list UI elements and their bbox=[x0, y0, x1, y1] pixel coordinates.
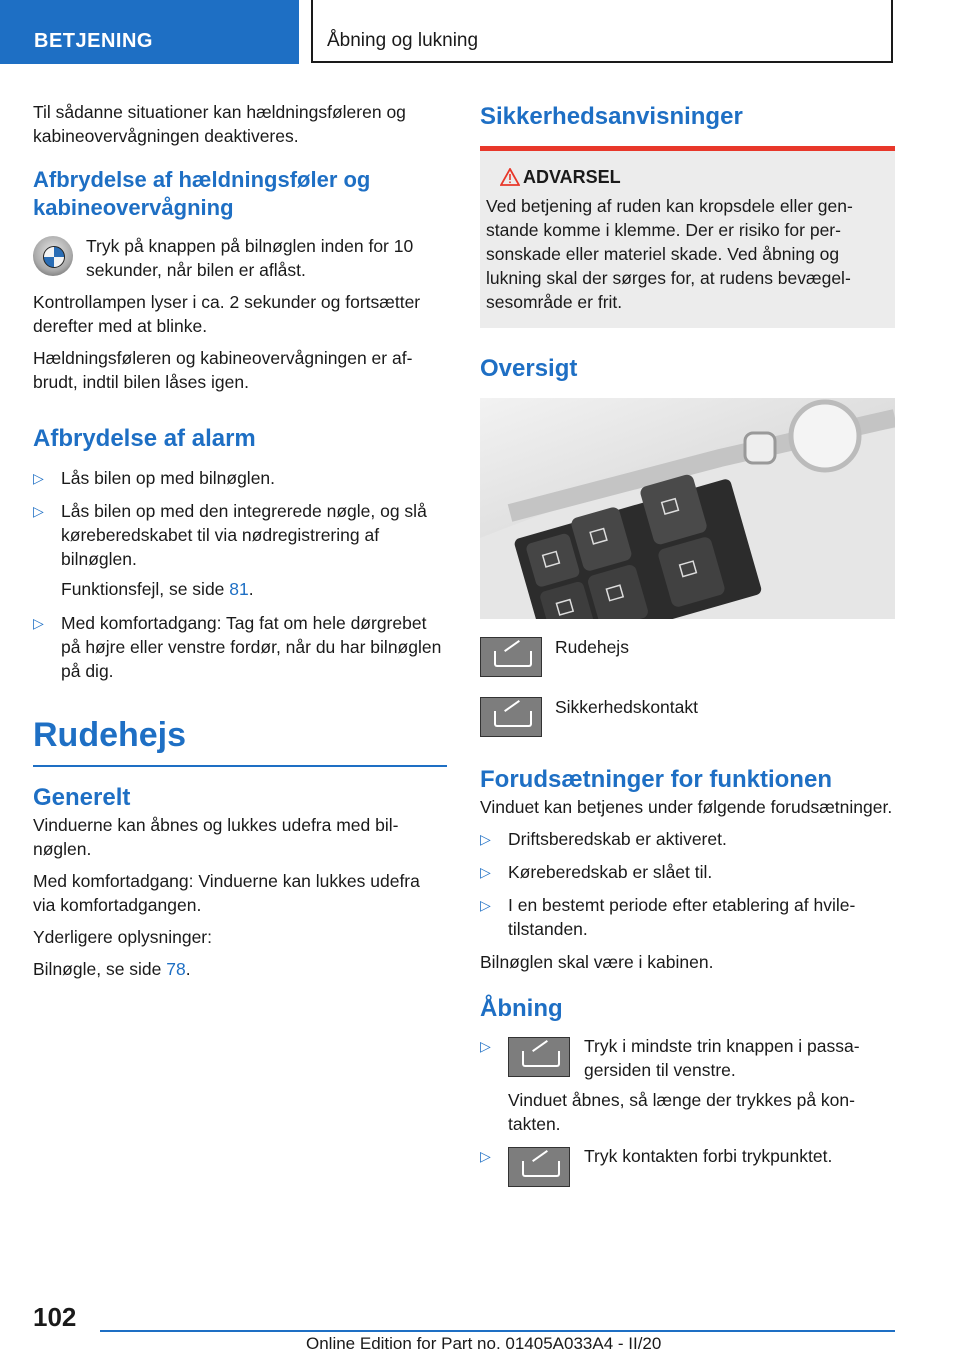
bmw-key-icon bbox=[33, 236, 73, 276]
legend-rudehejs bbox=[480, 637, 895, 695]
heading-prerequisites: Forudsætninger for funktionen bbox=[480, 766, 832, 793]
footer-edition: Online Edition for Part no. 01405A033A4 - II/20 bbox=[306, 1334, 662, 1353]
warning-box bbox=[480, 151, 895, 328]
heading-opening: Åbning bbox=[480, 995, 563, 1022]
right-column bbox=[480, 102, 895, 1201]
general-text-4: Bilnøgle, se side 78. bbox=[33, 959, 191, 979]
prereq-text: Vinduet kan betjenes under følgende forudsætninger. bbox=[480, 797, 893, 817]
section-title: BETJENING bbox=[34, 30, 153, 52]
key-instruction-text: Tryk på knappen på bilnøglen inden for 10 sekunder, når bilen er aflåst. bbox=[86, 236, 414, 280]
opening-list-2 bbox=[480, 1144, 895, 1192]
window-lift-icon bbox=[508, 1147, 570, 1187]
window-switch-photo bbox=[480, 398, 895, 619]
heading-rule bbox=[33, 765, 447, 767]
heading-sensor-deactivation: Afbrydelse af hældningsføler og kabineovervågning bbox=[33, 167, 371, 220]
page-link-81[interactable]: 81 bbox=[229, 579, 249, 599]
malfunction-ref: Funktionsfejl, se side 81. bbox=[61, 579, 254, 599]
warning-header bbox=[486, 167, 887, 188]
alarm-list-cont bbox=[33, 611, 447, 683]
bullet-triangle-icon: ▷ bbox=[480, 1038, 491, 1054]
heading-safety: Sikkerhedsanvisninger bbox=[480, 103, 743, 130]
lamp-text: Kontrollampen lyser i ca. 2 sekunder og fortsætter derefter med at blinke. bbox=[33, 292, 421, 336]
list-item: ▷ I en bestemt periode efter etablering af hviletilstanden. bbox=[480, 895, 856, 939]
window-lift-icon bbox=[480, 637, 542, 677]
warning-text: Ved betjening af ruden kan kropsdele eller genstande komme i klemme. Der er risiko for personskade eller materiel skade. Ved åbning og lukning skal der sørges for, at rudens bevægelsesområde er frit. bbox=[486, 196, 853, 312]
page-number: 102 bbox=[33, 1302, 77, 1332]
footer-rule bbox=[100, 1330, 895, 1332]
list-item: ▷ Køreberedskab er slået til. bbox=[480, 862, 713, 882]
bullet-triangle-icon: ▷ bbox=[480, 897, 491, 913]
legend-label: Sikkerhedskontakt bbox=[555, 697, 698, 717]
bullet-triangle-icon: ▷ bbox=[33, 503, 44, 519]
heading-oversigt: Oversigt bbox=[480, 355, 578, 382]
key-instruction bbox=[33, 234, 447, 282]
list-item: ▷ Tryk i mindste trin knappen i passagersiden til venstre. bbox=[480, 1036, 860, 1080]
heading-alarm: Afbrydelse af alarm bbox=[33, 425, 256, 452]
left-column bbox=[33, 100, 447, 989]
general-text-1: Vinduerne kan åbnes og lukkes udefra med bilnøglen. bbox=[33, 815, 399, 859]
list-item: ▷ Driftsberedskab er aktiveret. bbox=[480, 829, 727, 849]
general-text-2: Med komfortadgang: Vinduerne kan lukkes udefra via komfortadgangen. bbox=[33, 871, 420, 915]
heading-generelt: Generelt bbox=[33, 784, 131, 811]
prereq-list bbox=[480, 827, 895, 941]
legend-label: Rudehejs bbox=[555, 637, 629, 657]
prereq-after: Bilnøglen skal være i kabinen. bbox=[480, 952, 714, 972]
safety-switch-icon bbox=[480, 697, 542, 737]
opening-list bbox=[480, 1034, 895, 1082]
deactivation-text: Hældningsføleren og kabineovervågningen er afbrudt, indtil bilen låses igen. bbox=[33, 348, 413, 392]
heading-rudehejs: Rudehejs bbox=[33, 716, 187, 754]
bullet-triangle-icon: ▷ bbox=[33, 470, 44, 486]
list-item: ▷ Med komfortadgang: Tag fat om hele dørgrebet på højre eller venstre fordør, når du har bilnøglen på dig. bbox=[33, 613, 442, 681]
switch-panel-illustration bbox=[480, 398, 895, 619]
section-tab bbox=[0, 0, 299, 64]
chapter-header bbox=[311, 0, 893, 63]
list-item: ▷ Lås bilen op med den integrerede nøgle, og slå køreberedskabet til via nødregistrering af bilnøglen. bbox=[33, 501, 427, 569]
bullet-triangle-icon: ▷ bbox=[33, 615, 44, 631]
list-item: ▷ Tryk kontakten forbi trykpunktet. bbox=[480, 1144, 895, 1192]
intro-text: Til sådanne situationer kan hældningsføleren og kabineovervågningen deaktiveres. bbox=[33, 102, 406, 146]
legend-safety-switch bbox=[480, 695, 895, 759]
window-lift-icon bbox=[508, 1037, 570, 1077]
opening-note: Vinduet åbnes, så længe der trykkes på kontakten. bbox=[508, 1090, 855, 1134]
bullet-triangle-icon: ▷ bbox=[480, 1148, 491, 1164]
general-text-3: Yderligere oplysninger: bbox=[33, 927, 212, 947]
warning-triangle-icon bbox=[500, 168, 520, 186]
chapter-title: Åbning og lukning bbox=[327, 30, 479, 51]
bullet-triangle-icon: ▷ bbox=[480, 831, 491, 847]
list-item: ▷ Lås bilen op med bilnøglen. bbox=[33, 468, 276, 488]
alarm-list bbox=[33, 466, 447, 571]
warning-title: ADVARSEL bbox=[523, 167, 621, 187]
page-link-78[interactable]: 78 bbox=[166, 959, 186, 979]
bullet-triangle-icon: ▷ bbox=[480, 864, 491, 880]
